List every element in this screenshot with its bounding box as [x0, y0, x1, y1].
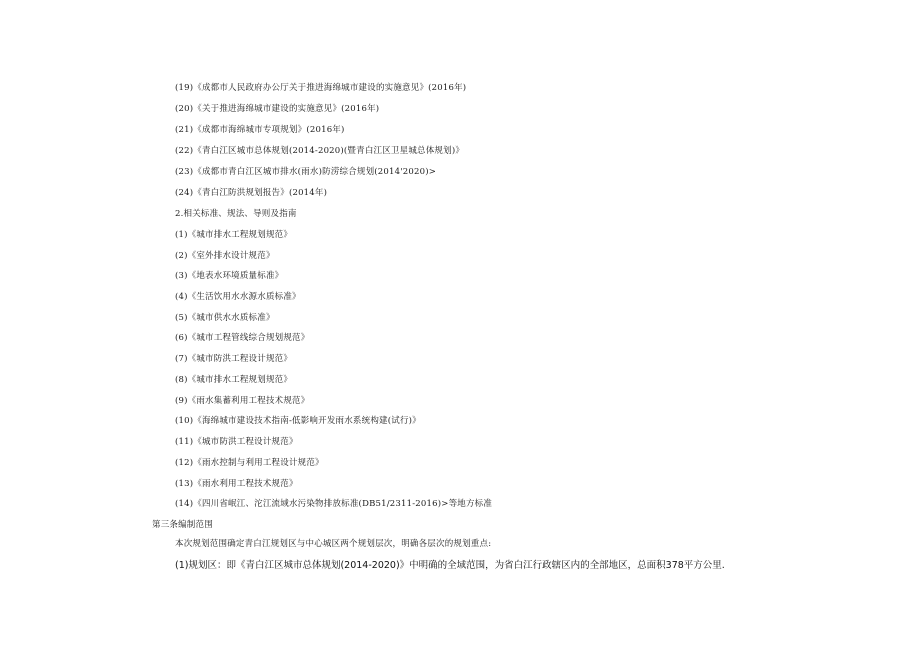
list-item-20: (20)《关于推进海绵城市建设的实施意见》(2016年) — [175, 104, 380, 114]
list-item-21: (21)《成都市海绵城市专项规划》(2016年) — [175, 125, 345, 135]
standard-item-14: (14)《四川省岷江、沱江流域水污染物排放标准(DB51/2311-2016)>等地方标准 — [175, 499, 493, 509]
standard-item-3: (3)《地表水环境质量标准》 — [175, 271, 284, 281]
standard-item-12: (12)《雨水控制与利用工程设计规范》 — [175, 458, 324, 468]
standard-item-6: (6)《城市工程管线综合规划规范》 — [175, 333, 310, 343]
article-3-intro: 本次规划范围确定青白江规划区与中心城区两个规划层次，明确各层次的规划重点: — [175, 539, 492, 549]
standard-item-4: (4)《生活饮用水水源水质标准》 — [175, 292, 301, 302]
list-item-19: (19)《成都市人民政府办公厅关于推进海绵城市建设的实施意见》(2016年) — [175, 83, 467, 93]
section-2-title: 2.相关标准、规法、导则及指南 — [175, 209, 297, 219]
standard-item-1: (1)《城市排水工程规划规范》 — [175, 230, 293, 240]
standard-item-9: (9)《雨水集蓄利用工程技术规范》 — [175, 396, 310, 406]
standard-item-2: (2)《室外排水设计规范》 — [175, 251, 275, 261]
article-3-item-1: (1)规划区：即《青白江区城市总体规划(2014-2020)》中明确的全域范围，为省白江行政辖区内的全部地区，总面积378平方公里. — [175, 560, 725, 571]
standard-item-8: (8)《城市排水工程规划规范》 — [175, 375, 293, 385]
list-item-22: (22)《青白江区城市总体规划(2014-2020)(暨青白江区卫星城总体规划)》 — [175, 146, 465, 156]
standard-item-11: (11)《城市防洪工程设计规范》 — [175, 437, 298, 447]
article-3-title: 第三条编制范围 — [152, 520, 213, 530]
standard-item-7: (7)《城市防洪工程设计规范》 — [175, 354, 293, 364]
standard-item-10: (10)《海绵城市建设技术指南-低影响开发雨水系统构建(试行)》 — [175, 416, 421, 426]
standard-item-13: (13)《雨水利用工程技术规范》 — [175, 479, 298, 489]
standard-item-5: (5)《城市供水水质标准》 — [175, 313, 275, 323]
list-item-24: (24)《青白江防洪规划报告》(2014年) — [175, 188, 328, 198]
list-item-23: (23)《成都市青白江区城市排水(雨水)防涝综合规划(2014'2020)> — [175, 167, 437, 177]
